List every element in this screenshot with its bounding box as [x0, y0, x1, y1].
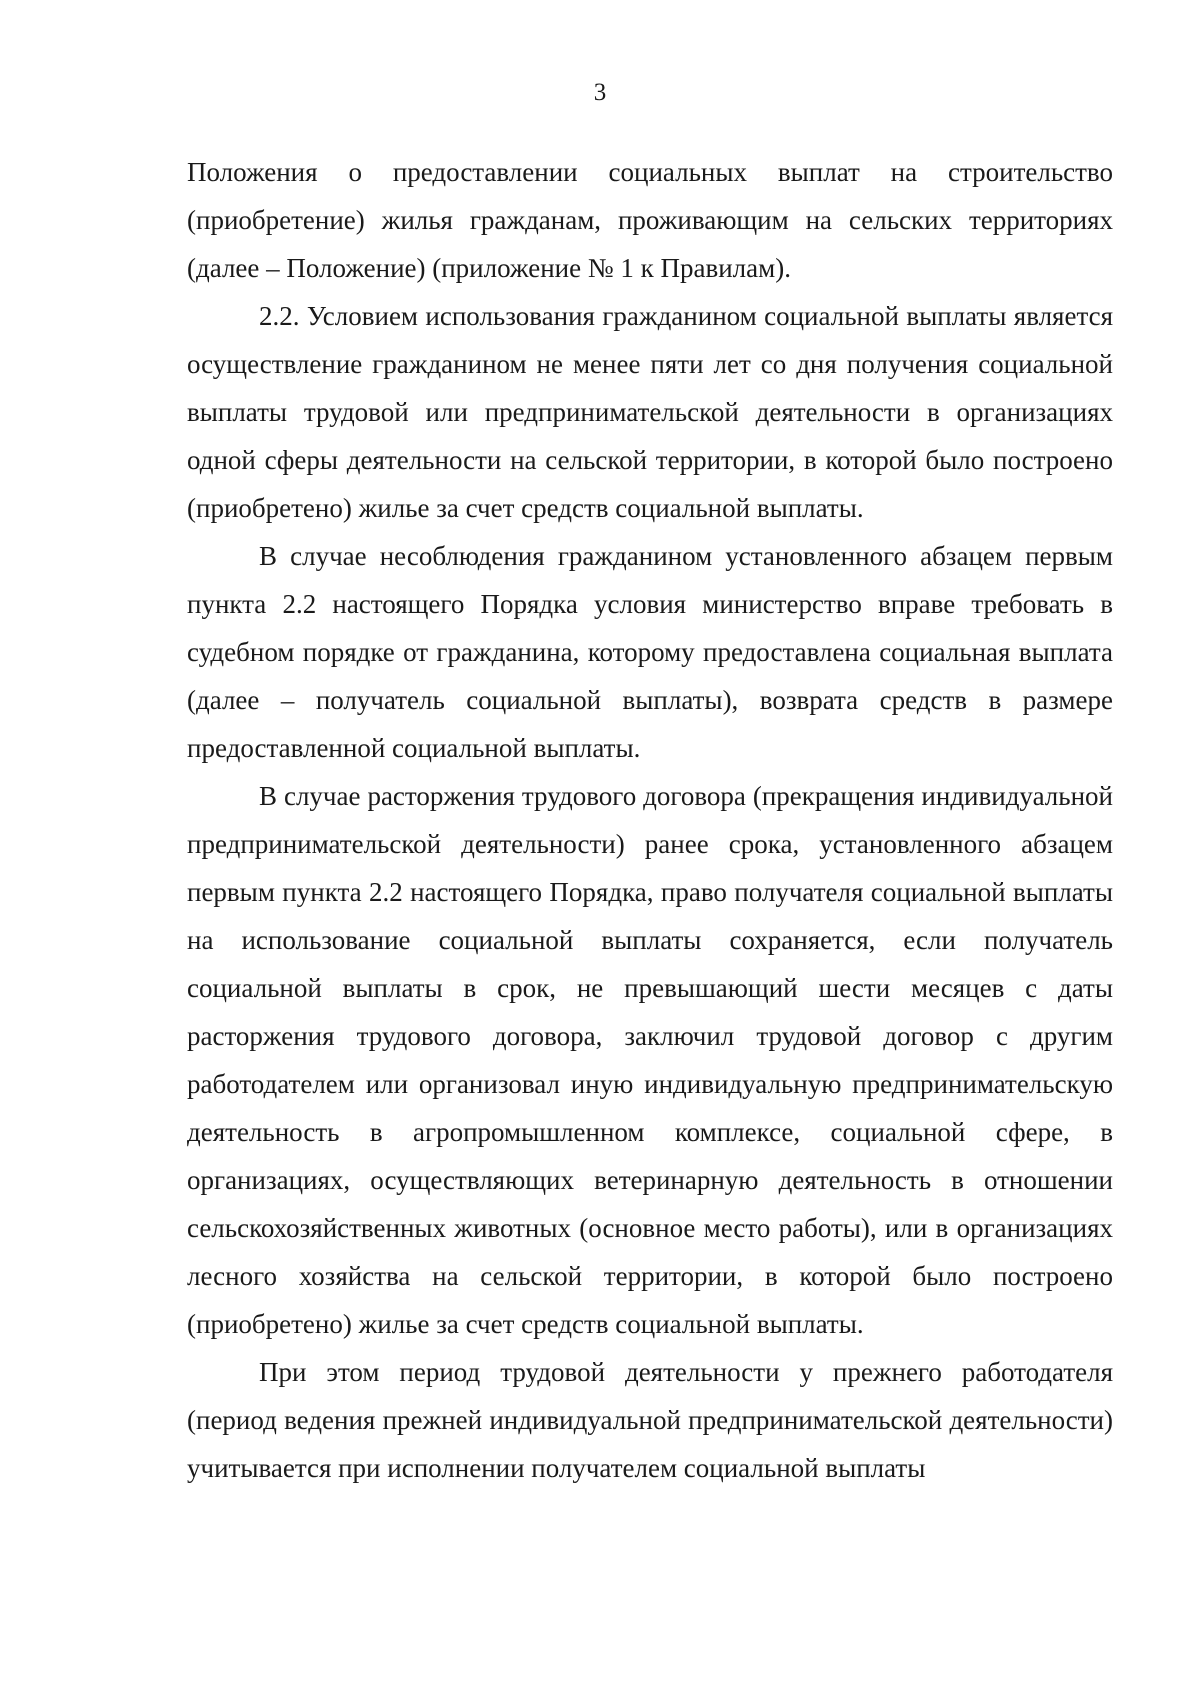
document-body [187, 148, 1113, 1492]
paragraph-continuation: Положения о предоставлении социальных выплат на строительство (приобретение) жилья гражданам, проживающим на сельских территориях (далее – Положение) (приложение № 1 к Правилам). [187, 157, 1113, 283]
paragraph-period: При этом период трудовой деятельности у прежнего работодателя (период ведения прежней индивидуальной предпринимательской деятельности) учитывается при исполнении получателем социальной выплаты [187, 1357, 1113, 1483]
page-number: 3 [593, 79, 607, 106]
paragraph-noncompliance: В случае несоблюдения гражданином установленного абзацем первым пункта 2.2 настоящего Порядка условия министерство вправе требовать в судебном порядке от гражданина, которому предоставлена социальная выплата (далее – получатель социальной выплаты), возврата средств в размере предоставленной социальной выплаты. [187, 541, 1113, 763]
paragraph-termination: В случае расторжения трудового договора (прекращения индивидуальной предпринимательской деятельности) ранее срока, установленного абзацем первым пункта 2.2 настоящего Порядка, право получателя социальной выплаты на использование социальной выплаты сохраняется, если получатель социальной выплаты в срок, не превышающий шести месяцев с даты расторжения трудового договора, заключил трудовой договор с другим работодателем или организовал иную индивидуальную предпринимательскую деятельность в агропромышленном комплексе, социальной сфере, в организациях, осуществляющих ветеринарную деятельность в отношении сельскохозяйственных животных (основное место работы), или в организациях лесного хозяйства на сельской территории, в которой было построено (приобретено) жилье за счет средств социальной выплаты. [187, 781, 1113, 1339]
paragraph-clause-2-2: 2.2. Условием использования гражданином социальной выплаты является осуществление гражданином не менее пяти лет со дня получения социальной выплаты трудовой или предпринимательской деятельности в организациях одной сферы деятельности на сельской территории, в которой было построено (приобретено) жилье за счет средств социальной выплаты. [187, 301, 1113, 523]
